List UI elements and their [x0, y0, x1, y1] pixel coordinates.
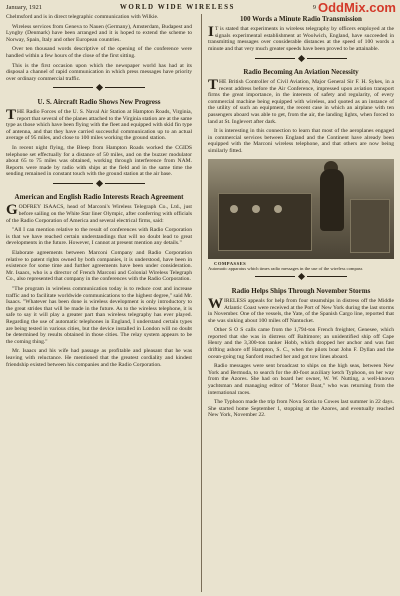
article-paragraph: "All I can mention relative to the result of conferences with Radio Corporation is that we have reached certain understandings that will no doubt lead to great developments in the future. However, I cannot at present mention any details." [6, 227, 192, 247]
article-paragraph: Mr. Isaacs and his wife had passage as profitable and pleasant that he was leaving with reluctance. He mentioned that the greatest cordiality and kindest friendship existed between his companies and the Radio Corporation. [6, 348, 192, 368]
dial-icon [230, 205, 238, 213]
column-divider [201, 14, 202, 592]
drop-cap: G [6, 202, 18, 219]
drop-cap: T [6, 106, 17, 123]
photo-caption: COMPASSES Automatic apparatus which times radio messages in the use of the wireless compass [208, 260, 363, 271]
section-separator [208, 274, 394, 281]
section-separator [208, 55, 394, 62]
operator-figure [320, 169, 344, 231]
apparatus-cabinet [218, 193, 312, 251]
drop-cap: T [208, 76, 219, 93]
drop-cap: W [208, 295, 223, 312]
magazine-title: WORLD WIDE WIRELESS [119, 3, 235, 11]
page-number: 9 [312, 3, 316, 11]
right-column [208, 14, 394, 422]
section-separator [6, 85, 192, 92]
watermark-logo: OddMix.com [317, 0, 396, 15]
intro-paragraph: This is the first occasion upon which the newspaper world has had at its disposal a channel of rapid communication in which press messages have priority over ordinary commercial traffic. [6, 62, 192, 82]
article-paragraph: In recent night flying, the Bleep from Hampton Roads worked the CGIDS telephone set effectually for a distance of 50 miles, and on the buzzer modulator about 65 to 75 miles was obtained, working through interference from NAM. Reports were made by radio with ships at the field and in the same time the sending remained in constant touch with the ground station at the air base. [6, 144, 192, 178]
left-column [6, 14, 192, 371]
apparatus-cabinet [350, 199, 390, 253]
article-title-storms: Radio Helps Ships Through November Storms [231, 286, 371, 295]
article-paragraph: WIRELESS appeals for help from four steamships in distress off the Middle Atlantic Coast were received at the Port of New York during the last storms in November. One of the vessels, the Yate, of the Spanish Cargo line, reported that she was sinking about 100 miles off Nantucket. [208, 295, 394, 324]
article-paragraph: THE British Controller of Civil Aviation, Major General Sir F. H. Sykes, in a recent address before the Air Conference, impressed upon aviation transport firms the great importance, in the interests of safety and regularity, of every commercial machine being equipped with wireless, and quoted as an instance of the utility of such an equipment, the recent case in which an airplane with ten passengers aboard was able to get, from the air, the landing lights, when forced to land at St. Inglevert after dark. [208, 76, 394, 125]
article-paragraph: Other S O S calls came from the 1,794-ton French freighter, Genesee, which reported that she was in distress off Baltimore; an unidentified ship off Cape Henry and the 3,300-ton tanker Hobb, which dropped her anchor and was fast drifting ashore off Hampton, S. C., when the pilots boat John F. Dyllan and the ocean-going tug Sanford reached her and got tow lines aboard. [208, 327, 394, 360]
section-separator [6, 181, 192, 188]
photo-radio-operator [208, 159, 394, 259]
drop-cap: I [208, 24, 214, 40]
article-title-aircraft-radio: U. S. Aircraft Radio Shows New Progress [37, 97, 161, 106]
article-title-aviation: Radio Becoming An Aviation Necessity [243, 67, 359, 76]
article-paragraph: I T is stated that experiments in wireless telegraphy by officers employed at the signals experimental establishment at Woolwich, England, have succeeded in transmitting messages over considerable distances at the speed of 100 words a minute and that very much greater speeds have been proved to be attainable. [208, 24, 394, 52]
article-paragraph: It is interesting in this connection to learn that most of the aeroplanes engaged in commercial services between England and the Continent have already been equipped with the Marconi wireless telephone, and that others are now being similarly fitted. [208, 128, 394, 154]
article-title-agreement: American and English Radio Interests Reach Agreement [14, 193, 184, 202]
article-paragraph: "The program in wireless communication today is to reduce cost and increase traffic and to facilitate worldwide communications to the highest degree," said Mr. Isaacs. "Whatever has been done is wireless development is only introductory to the great strides that will be made in the future. As to the wireless telephone, it is safe to say it will play a greater part than wireless telegraphy has ever played. Regarding the use of automatic telephones in England, I understand certain types are being tested in various cities, but the device installed in London will no doubt be determined by results obtained in those cities. The relay system appears to be the coming thing." [6, 286, 192, 345]
article-paragraph: GODFREY ISAACS, head of Marconi's Wireless Telegraph Co., Ltd., just before sailing on the White Star liner Olympic, after conferring with officials of the Radio Corporation of America and several electrical firms, said: [6, 202, 192, 224]
dial-icon [252, 205, 260, 213]
article-paragraph: The Typhoon made the trip from Nova Scotia to Cowes last summer in 22 days. She started home September 1, stopping at the Azores, and eventually reached New York, November 22. [208, 399, 394, 419]
article-paragraph: Elaborate agreements between Marconi Company and Radio Corporation relative to patent rights owned by both companies, it is understood, have been in existence for some time and further agreements have been under consideration. Mr. Isaacs, who is a director of French Marconi and Colonial Wireless Telegraph Co., also represented that company in the conferences with the Radio Corporation. [6, 250, 192, 283]
article-paragraph: THE Radio Forces of the U. S. Naval Air Station at Hampton Roads, Virginia, report that several of the planes attached to the Virginia station are at the same type as those which have been flying with the fleet and equipped with skid fin type of antenna, and that they have carried successful communication up to an actual average of 95 miles, and close to 100 miles working the ground station. [6, 106, 192, 142]
intro-paragraph: Chelmsford and is in direct telegraphic communication with Wilkie. [6, 14, 159, 20]
article-paragraph: Radio messages were sent broadcast to ships on the high seas, between New York and Bermuda, to search for the 40-foot auxiliary ketch Typhoon, on her way from the Azores. She had on board her owner, W. W. Nutting, a well-known yachtsman and managing editor of "Motor Boat," who was returning from the international races. [208, 363, 394, 396]
intro-paragraph: Wireless services from Geneva to Nauen (Germany), Amsterdam, Budapest and Lyngby (Denmark) have been arranged and it is hoped to extend the scheme to Norway, Spain, Italy and other European countries. [6, 23, 192, 43]
dial-icon [274, 205, 282, 213]
article-title-100-words: 100 Words a Minute Radio Transmission [240, 15, 362, 23]
issue-date: January, 1921 [6, 3, 43, 11]
intro-paragraph: Over ten thousand words descriptive of the opening of the conference were handled within a few hours of the close of the first sitting. [6, 46, 192, 59]
